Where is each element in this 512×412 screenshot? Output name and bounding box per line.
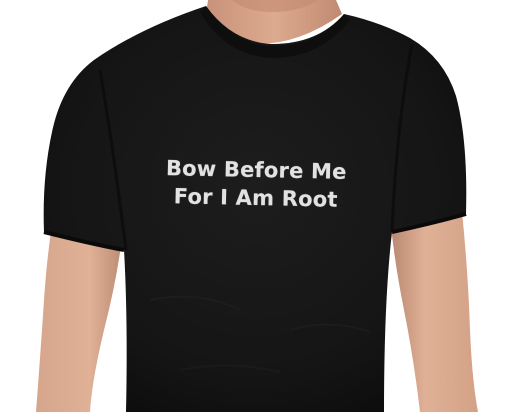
shirt-print [127,153,384,214]
print-line-2: For I Am Root [173,184,338,212]
print-line-1: Bow Before Me [165,156,347,184]
right-arm [390,212,478,412]
